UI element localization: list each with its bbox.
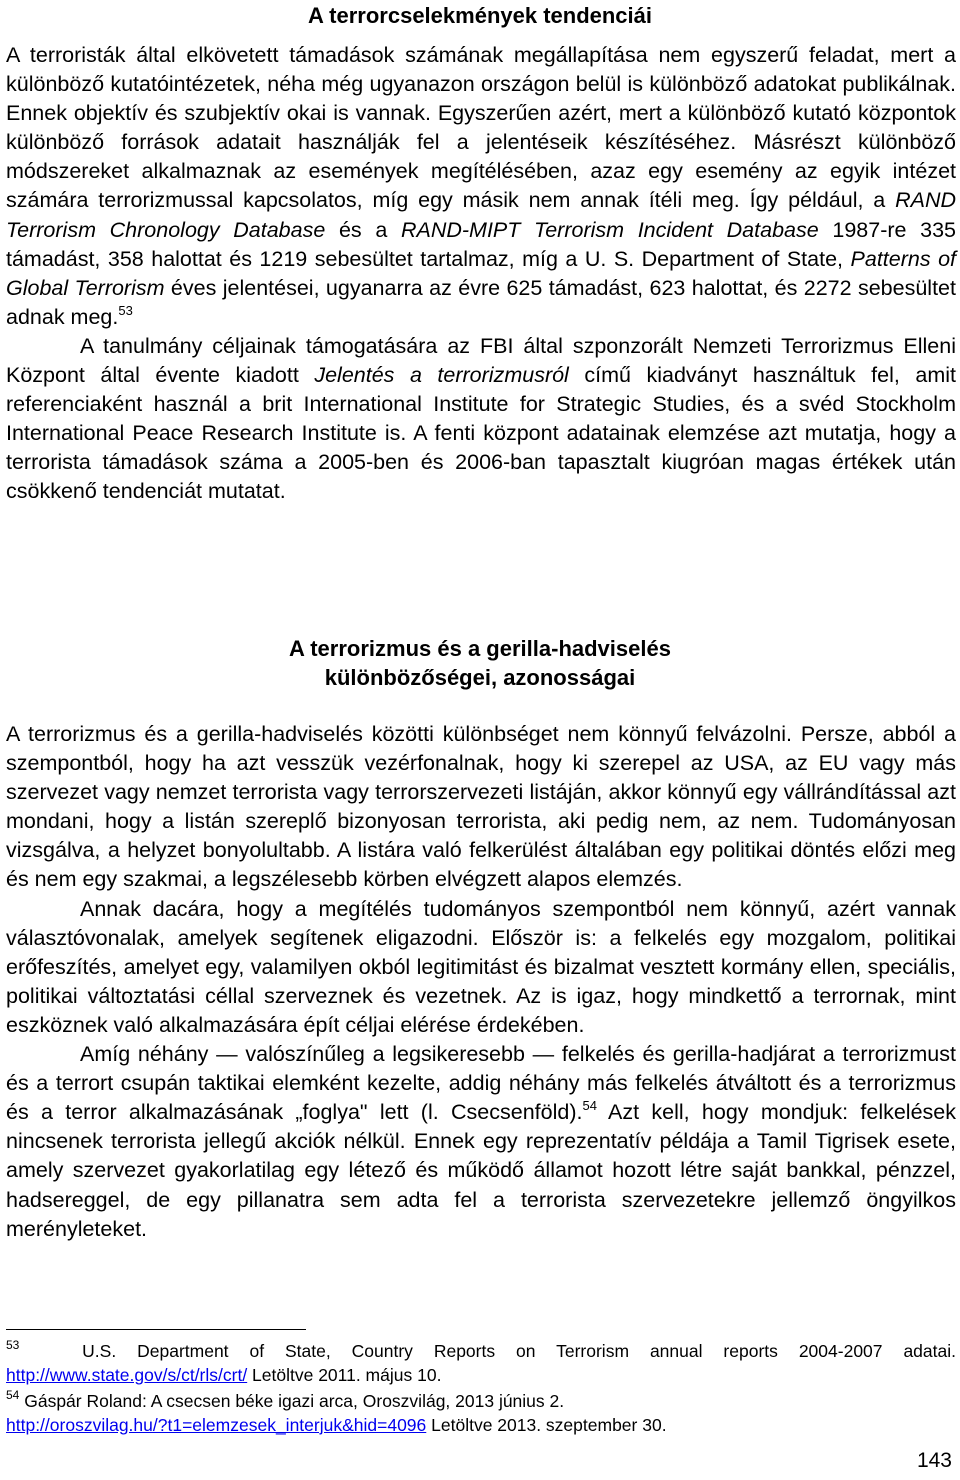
section-heading-terrorism-guerrilla: A terrorizmus és a gerilla-hadviselés különbözőségei, azonosságai (289, 636, 671, 690)
section-heading-trends: A terrorcselekmények tendenciái (307, 3, 653, 28)
italic-title: Patterns of Global Terrorism (6, 246, 956, 300)
paragraph: A terroristák által elkövetett támadások számának megállapítása nem egyszerű feladat, mert a különböző kutatóintézetek, néha még ugyanazon országon belül is különböző adatokat publikálnak. Ennek objektív és szubjektív okai is vannak. Egyszerűen azért, mert a különböző kutató központok különböző források adatait használják fel a jelentéseik készítéséhez. Másrészt különböző módszereket alkalmaznak az események megítélésében, azaz egy esemény az egyik intézet számára terrorizmussal kapcsolatos, míg egy másik nem annak ítéli meg. Így például, a RAND Terrorism Chronology Database és a RAND-MIPT Terrorism Incident Database 1987-re 335 támadást, 358 halottat és 1219 sebesültet tartalmaz, míg a U. S. Department of State, Patterns of Global Terrorism éves jelentései, ugyanarra az évre 625 támadást, 623 halottat, és 2272 sebesültet adnak meg.$^{53}$ (6, 43, 956, 329)
footnote-link[interactable]: http://www.state.gov/s/ct/rls/crt/ (6, 1364, 248, 1385)
section-trends-body (6, 41, 956, 507)
paragraph: Annak dacára, hogy a megítélés tudományos szempontból nem könnyű, azért vannak választóvonalak, amelyek segítenek eligazodni. Először is: a felkelés egy mozgalom, politikai erőfeszítés, amelyet egy, valamilyen okból legitimitást és bizalmat vesztett kormány ellen, speciális, politikai változtatási céllal szerveznek és vezetnek. Az is igaz, hogy mindkettő a terrornak, mint eszköznek való alkalmazására épít céljai elérése érdekében. (6, 896, 956, 1037)
footnote-54: $^{54}$ Gáspár Roland: A csecsen béke igazi arca, Oroszvilág, 2013 június 2. http://oroszvilag.hu/?t1=elemzesek_interjuk&hid=4096 Letöltve 2013. szeptember 30. (6, 1388, 667, 1435)
footnote-ref-53[interactable]: 53 (118, 302, 133, 318)
footnote-link[interactable]: http://oroszvilag.hu/?t1=elemzesek_interjuk&hid=4096 (6, 1414, 427, 1435)
italic-title: RAND Terrorism Chronology Database (6, 188, 956, 242)
paragraph: A terrorizmus és a gerilla-hadviselés közötti különbséget nem könnyű felvázolni. Persze, abból a szempontból, hogy ha azt vesszük vezérfonalnak, hogy ki szerepel az USA, az EU vagy más szervezet vagy nemzet terrorista vagy terrorszervezeti listáján, akkor könnyű egy vállrándítással azt mondani, hogy a listán szereplő bizonyosan terrorista, aki pedig nem, az nem. Tudományosan vizsgálva, a helyzet bonyolultabb. A listára való felkerülést általában egy politikai döntés előzi meg és nem egy szakmai, a legszélesebb körben elvégzett alapos elemzés. (6, 722, 956, 892)
footnote-ref-54[interactable]: 54 (582, 1098, 597, 1114)
footnote-separator (6, 1329, 306, 1330)
italic-title: RAND-MIPT Terrorism Incident Database (400, 217, 819, 242)
section-guerrilla-body (6, 720, 956, 1244)
footnote-53: $^{53}$ U.S. Department of State, Country Reports on Terrorism annual reports 2004-2007 adatai. http://www.state.gov/s/ct/rls/crt/ Letöltve 2011. május 10. (6, 1338, 956, 1385)
footnote-number: 53 (6, 1338, 20, 1352)
footnote-number: 54 (6, 1388, 20, 1402)
italic-title: Jelentés a terrorizmusról (314, 363, 569, 388)
page-number: 143 (916, 1449, 952, 1472)
paragraph: Amíg néhány — valószínűleg a legsikeresebb — felkelés és gerilla-hadjárat a terrorizmust és a terrort csupán taktikai elemként kezelte, addig néhány más felkelés átváltott és a terrorizmus és a terror alkalmazásának „foglya" lett (l. Csecsenföld).$^{54}$ Azt kell, hogy mondjuk: felkelések nincsenek terrorista jellegű akciók nélkül. Ennek egy reprezentatív példája a Tamil Tigrisek esete, amely szervezet gyakorlatilag egy létező és működő államot hozott létre saját bankkal, pénzzel, hadsereggel, de egy pillanatra sem adta fel a terrorista szervezetekre jellemző öngyilkos merényleteket. (6, 1042, 956, 1241)
paragraph: A tanulmány céljainak támogatására az FBI által szponzorált Nemzeti Terrorizmus Elleni Központ által évente kiadott Jelentés a terrorizmusról című kiadványt használtuk fel, amit referenciaként használ a brit International Institute for Strategic Studies, és a svéd Stockholm International Peace Research Institute is. A fenti központ adatainak elemzése azt mutatja, hogy a terrorista támadások száma a 2005-ben és 2006-ban tapasztalt kiugróan magas értékek után csökkenő tendenciát mutatat. (6, 333, 956, 504)
